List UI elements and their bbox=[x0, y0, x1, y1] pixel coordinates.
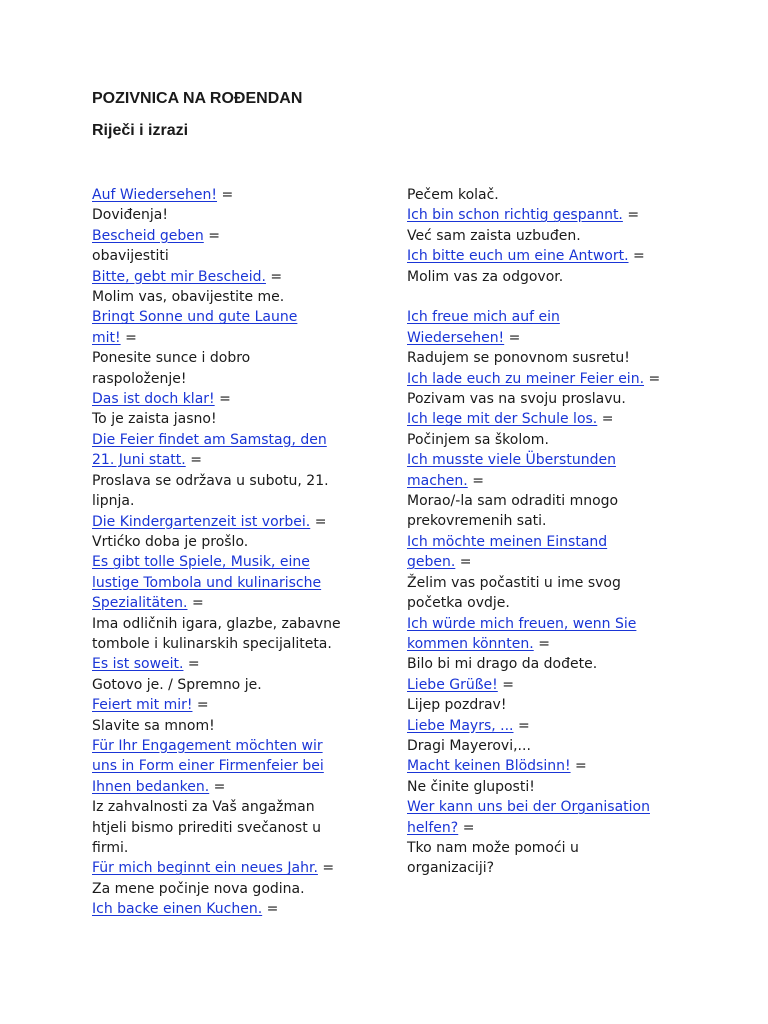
equals-sign: = bbox=[502, 676, 514, 693]
equals-sign: = bbox=[314, 513, 327, 530]
equals-sign: = bbox=[508, 329, 521, 346]
german-phrase-link[interactable]: Bescheid geben bbox=[92, 227, 204, 244]
vocabulary-column-left bbox=[92, 185, 382, 920]
equals-sign: = bbox=[322, 860, 335, 877]
german-phrase-link[interactable]: Macht keinen Blödsinn! bbox=[407, 758, 571, 775]
german-phrase-link[interactable]: Es ist soweit. bbox=[92, 656, 184, 673]
equals-sign: = bbox=[575, 758, 587, 775]
german-phrase-link[interactable]: Liebe Grüße! bbox=[407, 676, 498, 693]
german-phrase-link[interactable]: Für Ihr Engagement möchten wir bbox=[92, 737, 323, 754]
croatian-translation: Bilo bi mi drago da dođete. bbox=[407, 656, 598, 673]
croatian-translation: Ponesite sunce i dobro bbox=[92, 350, 251, 367]
croatian-translation: Radujem se ponovnom susretu! bbox=[407, 350, 630, 367]
document-title: POZIVNICA NA ROĐENDAN bbox=[92, 90, 303, 107]
vocabulary-entry bbox=[92, 430, 382, 512]
croatian-translation: obavijestiti bbox=[92, 248, 169, 265]
german-phrase-link[interactable]: lustige Tombola und kulinarische bbox=[92, 574, 322, 591]
croatian-translation: Molim vas, obavijestite me. bbox=[92, 289, 285, 306]
equals-sign: = bbox=[632, 248, 645, 265]
german-phrase-link[interactable]: Es gibt tolle Spiele, Musik, eine bbox=[92, 554, 310, 571]
croatian-translation: Tko nam može pomoći u bbox=[407, 839, 579, 856]
croatian-translation: Ima odličnih igara, glazbe, zabavne bbox=[92, 615, 341, 632]
croatian-translation: Slavite sa mnom! bbox=[92, 717, 215, 734]
german-phrase-link[interactable]: Für mich beginnt ein neues Jahr. bbox=[92, 860, 318, 877]
equals-sign: = bbox=[221, 187, 234, 203]
equals-sign: = bbox=[459, 554, 472, 571]
croatian-translation: Morao/-la sam odraditi mnogo bbox=[407, 493, 619, 510]
vocabulary-entry bbox=[407, 532, 707, 614]
croatian-translation: Već sam zaista uzbuđen. bbox=[407, 227, 581, 244]
vocabulary-entry bbox=[92, 389, 382, 430]
vocabulary-entry bbox=[407, 614, 707, 675]
german-phrase-link[interactable]: Ich bitte euch um eine Antwort. bbox=[407, 248, 629, 265]
equals-sign: = bbox=[125, 329, 137, 346]
german-phrase-link[interactable]: Ich würde mich freuen, wenn Sie bbox=[407, 615, 637, 632]
equals-sign: = bbox=[648, 370, 661, 387]
equals-sign: = bbox=[472, 472, 484, 489]
german-phrase-link[interactable]: Spezialitäten. bbox=[92, 595, 188, 612]
croatian-translation: Ne činite gluposti! bbox=[407, 778, 535, 795]
croatian-translation: Dragi Mayerovi,... bbox=[407, 737, 531, 754]
vocabulary-entry bbox=[92, 307, 382, 389]
croatian-translation: Želim vas počastiti u ime svog bbox=[407, 574, 621, 591]
croatian-translation: Počinjem sa školom. bbox=[407, 431, 549, 448]
croatian-translation: Doviđenja! bbox=[92, 207, 168, 224]
equals-sign: = bbox=[270, 268, 283, 285]
vocabulary-entry bbox=[92, 899, 382, 919]
equals-sign: = bbox=[191, 595, 204, 612]
croatian-translation: lipnja. bbox=[92, 493, 135, 510]
german-phrase-link[interactable]: Auf Wiedersehen! bbox=[92, 187, 218, 203]
vocabulary-entry bbox=[407, 675, 707, 716]
equals-sign: = bbox=[187, 656, 200, 673]
german-phrase-link[interactable]: Ich möchte meinen Einstand bbox=[407, 533, 608, 550]
vocabulary-entry bbox=[92, 552, 382, 654]
croatian-translation: Molim vas za odgovor. bbox=[407, 268, 564, 285]
croatian-translation: organizaciji? bbox=[407, 860, 495, 877]
section-subtitle: Riječi i izrazi bbox=[92, 122, 189, 139]
vocabulary-entry bbox=[407, 450, 707, 532]
german-phrase-link[interactable]: machen. bbox=[407, 472, 468, 489]
equals-sign: = bbox=[219, 391, 231, 408]
croatian-translation: firmi. bbox=[92, 840, 129, 856]
german-phrase-link[interactable]: Ich lade euch zu meiner Feier ein. bbox=[407, 370, 645, 387]
german-phrase-link[interactable]: Bringt Sonne und gute Laune bbox=[92, 309, 298, 326]
german-phrase-link[interactable]: Liebe Mayrs, ... bbox=[407, 717, 514, 734]
german-phrase-link[interactable]: Das ist doch klar! bbox=[92, 391, 215, 408]
german-phrase-link[interactable]: Ich backe einen Kuchen. bbox=[92, 901, 263, 918]
croatian-translation: Pečem kolač. bbox=[407, 187, 499, 203]
equals-sign: = bbox=[517, 717, 530, 734]
equals-sign: = bbox=[266, 901, 279, 918]
german-phrase-link[interactable]: geben. bbox=[407, 554, 456, 571]
german-phrase-link[interactable]: Ich musste viele Überstunden bbox=[407, 452, 616, 469]
german-phrase-link[interactable]: kommen könnten. bbox=[407, 635, 534, 652]
equals-sign: = bbox=[627, 207, 640, 224]
german-phrase-link[interactable]: Ich bin schon richtig gespannt. bbox=[407, 207, 623, 224]
vocabulary-entry bbox=[92, 185, 382, 226]
vocabulary-entry bbox=[92, 512, 382, 553]
equals-sign: = bbox=[208, 227, 220, 244]
german-phrase-link[interactable]: Feiert mit mir! bbox=[92, 697, 193, 714]
croatian-translation: Gotovo je. / Spremno je. bbox=[92, 676, 262, 693]
german-phrase-link[interactable]: Bitte, gebt mir Bescheid. bbox=[92, 268, 266, 285]
croatian-translation: Pozivam vas na svoju proslavu. bbox=[407, 391, 626, 408]
equals-sign: = bbox=[601, 411, 614, 428]
vocabulary-entry bbox=[407, 756, 707, 797]
equals-sign: = bbox=[213, 778, 226, 795]
vocabulary-entry bbox=[407, 369, 707, 410]
german-phrase-link[interactable]: Wiedersehen! bbox=[407, 329, 505, 346]
croatian-translation: početka ovdje. bbox=[407, 595, 510, 612]
german-phrase-link[interactable]: 21. Juni statt. bbox=[92, 452, 186, 469]
croatian-translation: Za mene počinje nova godina. bbox=[92, 880, 305, 897]
german-phrase-link[interactable]: Wer kann uns bei der Organisation bbox=[407, 799, 650, 816]
german-phrase-link[interactable]: mit! bbox=[92, 329, 121, 346]
german-phrase-link[interactable]: uns in Form einer Firmenfeier bei bbox=[92, 758, 324, 775]
equals-sign: = bbox=[196, 697, 209, 714]
german-phrase-link[interactable]: Ich freue mich auf ein bbox=[407, 309, 560, 326]
croatian-translation: Lijep pozdrav! bbox=[407, 697, 507, 714]
german-phrase-link[interactable]: helfen? bbox=[407, 819, 459, 836]
german-phrase-link[interactable]: Ihnen bedanken. bbox=[92, 778, 210, 795]
equals-sign: = bbox=[190, 452, 202, 469]
vocabulary-entry bbox=[92, 695, 382, 736]
vocabulary-entry bbox=[407, 205, 707, 246]
equals-sign: = bbox=[462, 819, 475, 836]
croatian-translation: raspoloženje! bbox=[92, 370, 187, 387]
vocabulary-entry bbox=[92, 858, 382, 899]
vocabulary-entry bbox=[92, 226, 382, 267]
vocabulary-entry bbox=[92, 654, 382, 695]
croatian-translation: Proslava se održava u subotu, 21. bbox=[92, 472, 329, 489]
vocabulary-entry bbox=[407, 716, 707, 757]
equals-sign: = bbox=[538, 635, 550, 652]
vocabulary-entry bbox=[92, 736, 382, 858]
vocabulary-entry bbox=[407, 307, 707, 368]
vocabulary-column-right bbox=[407, 185, 707, 879]
croatian-translation: To je zaista jasno! bbox=[92, 411, 217, 428]
croatian-translation: prekovremenih sati. bbox=[407, 513, 547, 530]
german-phrase-link[interactable]: Ich lege mit der Schule los. bbox=[407, 411, 598, 428]
croatian-translation: tombole i kulinarskih specijaliteta. bbox=[92, 635, 332, 652]
vocabulary-entry bbox=[407, 797, 707, 879]
vocabulary-entry bbox=[407, 409, 707, 450]
croatian-translation: Iz zahvalnosti za Vaš angažman bbox=[92, 799, 315, 816]
croatian-translation: Vrtićko doba je prošlo. bbox=[92, 533, 249, 550]
german-phrase-link[interactable]: Die Kindergartenzeit ist vorbei. bbox=[92, 513, 311, 530]
vocabulary-entry bbox=[407, 246, 707, 287]
croatian-translation: htjeli bismo prirediti svečanost u bbox=[92, 819, 322, 836]
german-phrase-link[interactable]: Die Feier findet am Samstag, den bbox=[92, 431, 327, 448]
vocabulary-entry bbox=[92, 267, 382, 308]
